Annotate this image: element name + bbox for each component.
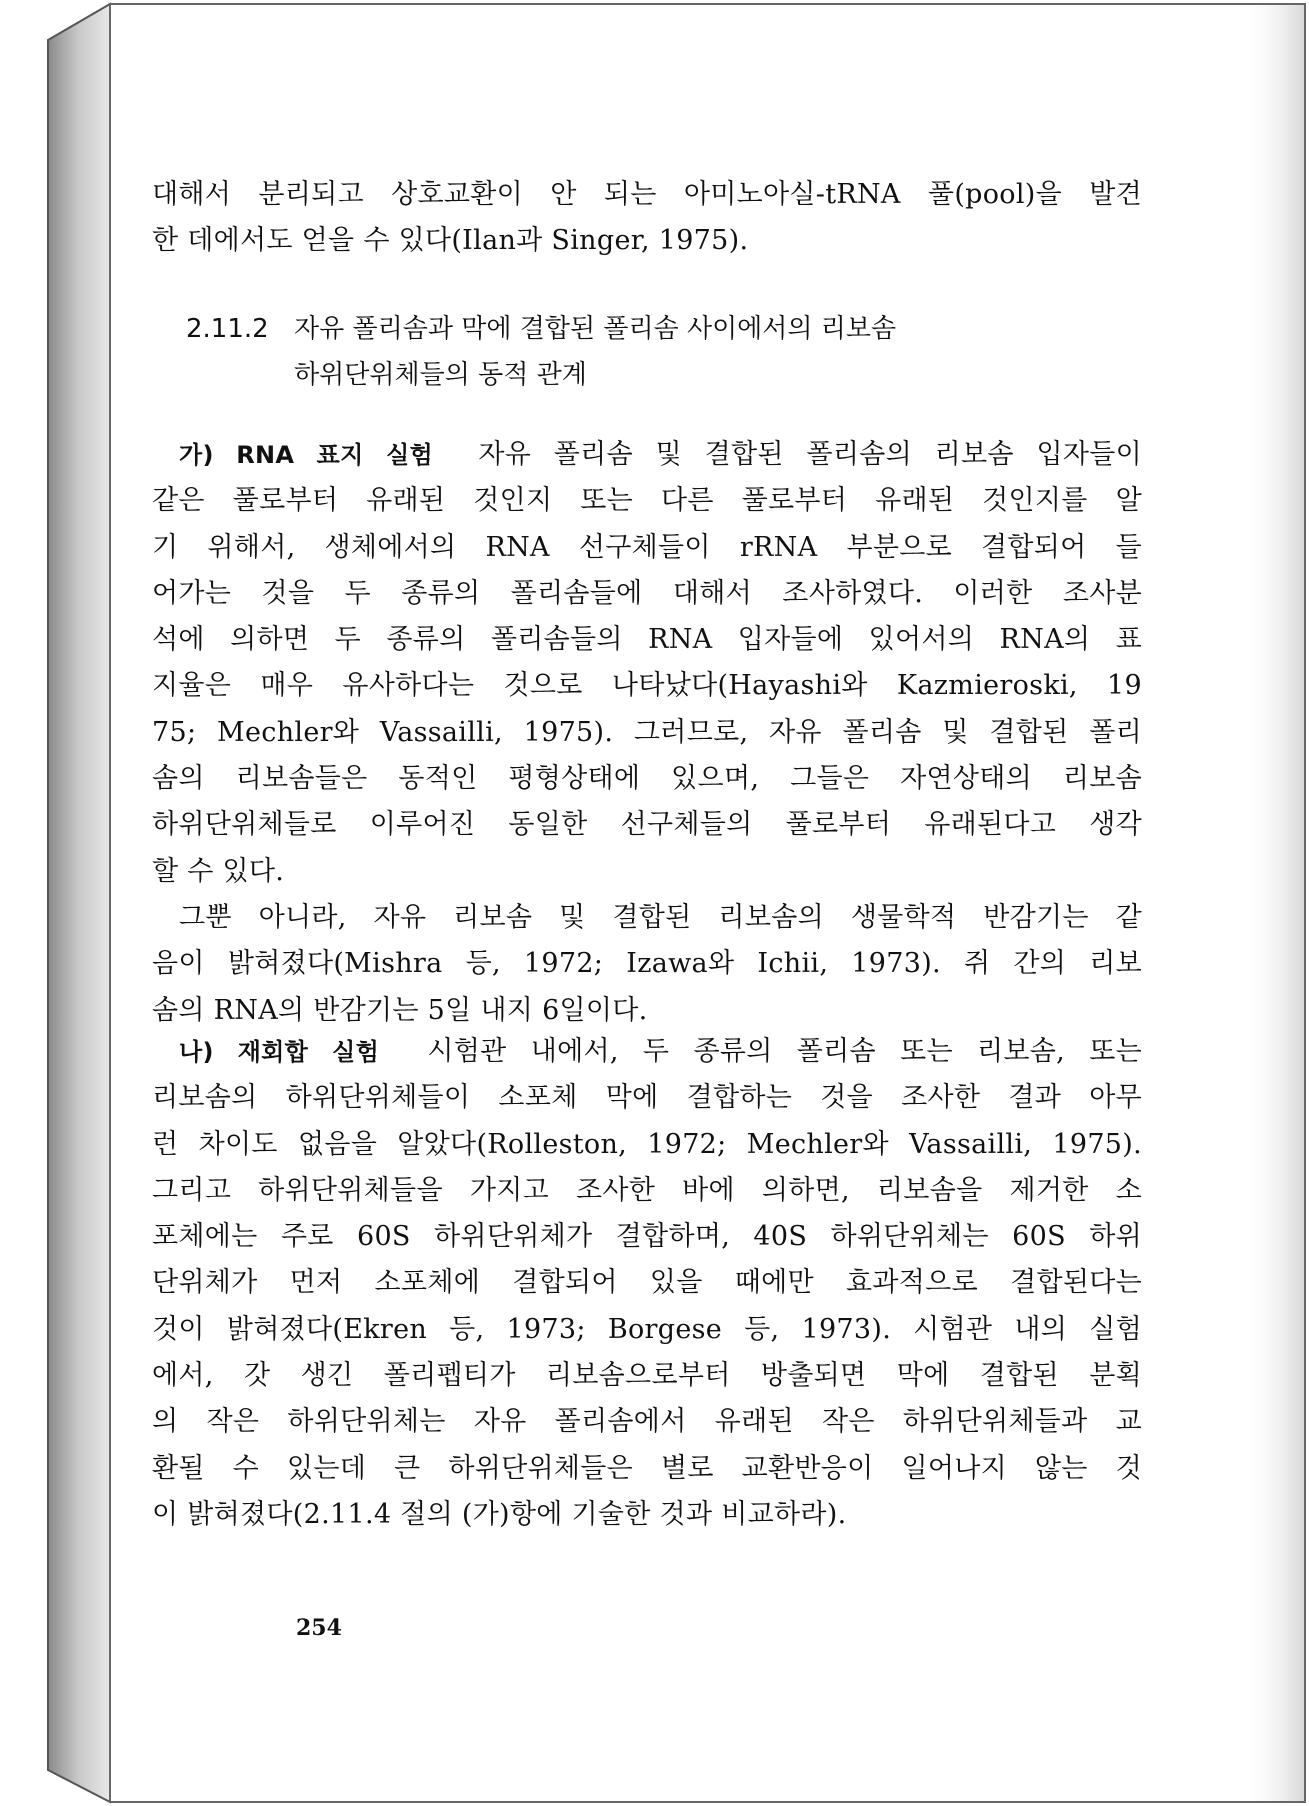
- text-line: 솜의 RNA의 반감기는 5일 내지 6일이다.: [152, 994, 648, 1026]
- text-line: 것이 밝혀졌다(Ekren 등, 1973; Borgese 등, 1973). 시험관 내의 실험: [152, 1313, 1142, 1345]
- subsection-a-title: 가) RNA 표지 실험: [179, 441, 434, 469]
- text-line: 단위체가 먼저 소포체에 결합되어 있을 때에만 효과적으로 결합된다는: [152, 1267, 1142, 1299]
- text-line: 할 수 있다.: [152, 855, 285, 887]
- book-spine-face: [48, 4, 110, 1802]
- page-number: 254: [296, 1615, 342, 1641]
- top-paragraph: [152, 172, 1142, 265]
- text-run: 그뿐 아니라, 자유 리보솜 및 결합된 리보솜의 생물학적 반감기는 같: [179, 901, 1142, 933]
- text-line: 리보솜의 하위단위체들이 소포체 막에 결합하는 것을 조사한 결과 아무: [152, 1082, 1142, 1114]
- subsection-b: [152, 1029, 1142, 1538]
- text-line: 하위단위체들로 이루어진 동일한 선구체들의 풀로부터 유래된다고 생각: [152, 809, 1142, 841]
- text-line: 의 작은 하위단위체는 자유 폴리솜에서 유래된 작은 하위단위체들과 교: [152, 1406, 1142, 1438]
- subsection-b-title: 나) 재회합 실험: [179, 1038, 380, 1066]
- text-line: 음이 밝혀졌다(Mishra 등, 1972; Izawa와 Ichii, 1973). 쥐 간의 리보: [152, 948, 1142, 980]
- text-line: 대해서 분리되고 상호교환이 안 되는 아미노아실-tRNA 풀(pool)을 발견: [152, 179, 1142, 210]
- text-line: 지율은 매우 유사하다는 것으로 나타났다(Hayashi와 Kazmieroski, 19: [152, 670, 1142, 702]
- text-line: [152, 895, 1142, 941]
- section-heading: [186, 306, 1106, 398]
- text-line: [152, 432, 1142, 478]
- text-line: 환될 수 있는데 큰 하위단위체들은 별로 교환반응이 일어나지 않는 것: [152, 1452, 1142, 1484]
- text-line: 에서, 갓 생긴 폴리펩티가 리보솜으로부터 방출되면 막에 결합된 분획: [152, 1360, 1142, 1392]
- text-line: 기 위해서, 생체에서의 RNA 선구체들이 rRNA 부분으로 결합되어 들: [152, 531, 1142, 563]
- text-line: [152, 1029, 1142, 1075]
- text-line: 75; Mechler와 Vassailli, 1975). 그러므로, 자유 폴리솜 및 결합된 폴리: [152, 716, 1142, 748]
- text-line: 같은 풀로부터 유래된 것인지 또는 다른 풀로부터 유래된 것인지를 알: [152, 485, 1142, 517]
- text-line: 석에 의하면 두 종류의 폴리솜들의 RNA 입자들에 있어서의 RNA의 표: [152, 624, 1142, 656]
- subsection-a: [152, 432, 1142, 1034]
- section-title-line1: 자유 폴리솜과 막에 결합된 폴리솜 사이에서의 리보솜: [294, 314, 897, 344]
- text-line: 한 데에서도 얻을 수 있다(Ilan과 Singer, 1975).: [152, 225, 749, 257]
- page-right-shade: [1240, 5, 1304, 1801]
- text-line: 솜의 리보솜들은 동적인 평형상태에 있으며, 그들은 자연상태의 리보솜: [152, 763, 1142, 795]
- section-number: 2.11.2: [186, 314, 269, 344]
- text-run: 시험관 내에서, 두 종류의 폴리솜 또는 리보솜, 또는: [427, 1036, 1142, 1067]
- section-title-line2: 하위단위체들의 동적 관계: [294, 360, 587, 390]
- text-line: 런 차이도 없음을 알았다(Rolleston, 1972; Mechler와 Vassailli, 1975).: [152, 1128, 1142, 1160]
- text-line: 그리고 하위단위체들을 가지고 조사한 바에 의하면, 리보솜을 제거한 소: [152, 1174, 1142, 1206]
- text-run: 자유 폴리솜 및 결합된 폴리솜의 리보솜 입자들이: [478, 439, 1142, 470]
- text-line: 포체에는 주로 60S 하위단위체가 결합하며, 40S 하위단위체는 60S 하위: [152, 1221, 1142, 1253]
- text-line: 이 밝혀졌다(2.11.4 절의 (가)항에 기술한 것과 비교하라).: [152, 1498, 847, 1530]
- text-line: 어가는 것을 두 종류의 폴리솜들에 대해서 조사하였다. 이러한 조사분: [152, 577, 1142, 609]
